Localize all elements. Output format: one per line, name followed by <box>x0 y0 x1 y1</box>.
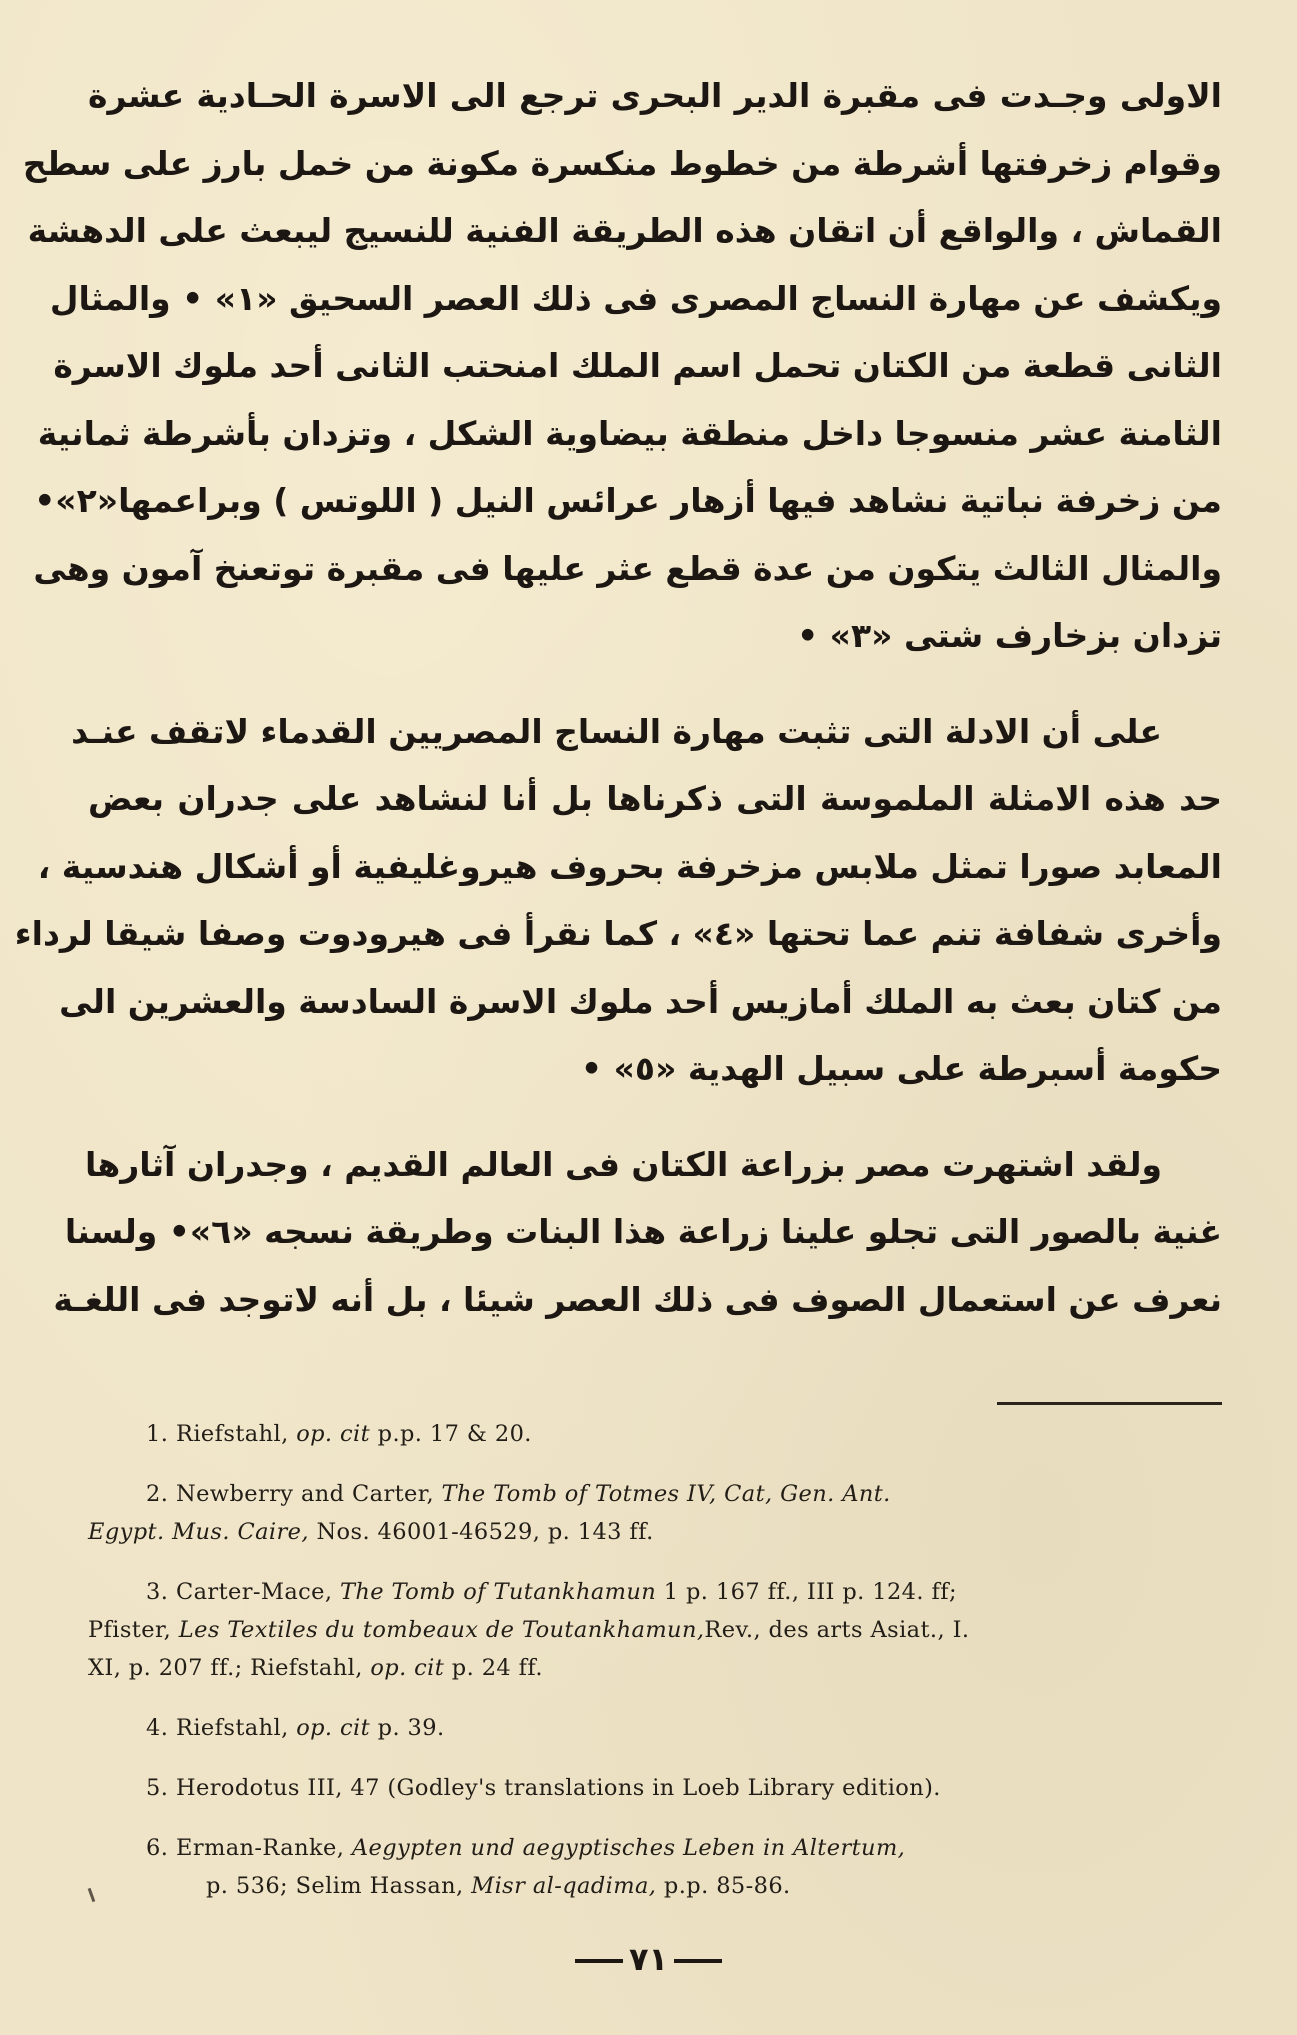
text-line: القماش ، والواقع أن اتقان هذه الطريقة الفنية للنسيج ليبعث على الدهشة <box>27 211 1222 250</box>
footnote-text-italic: The Tomb of Totmes IV, Cat, Gen. Ant. <box>441 1481 891 1507</box>
page-number-folio <box>0 1940 1297 1978</box>
text-line: من زخرفة نباتية نشاهد فيها أزهار عرائس النيل ( اللوتس ) وبراعمها«٢»• <box>34 481 1222 520</box>
footnote-text: 1 p. 167 ff., III p. 124. ff; <box>656 1579 957 1605</box>
text-line: الثانى قطعة من الكتان تحمل اسم الملك امنحتب الثانى أحد ملوك الاسرة <box>53 346 1222 385</box>
paragraph-2 <box>14 698 1222 1103</box>
footnote-text-italic: op. cit <box>296 1421 371 1447</box>
text-line: تزدان بزخارف شتى «٣» • <box>797 616 1222 655</box>
footnote-text-italic: Les Textiles du tombeaux de Toutankhamun, <box>178 1617 705 1643</box>
footnote-separator-rule <box>997 1402 1222 1405</box>
footnote-1 <box>88 1415 1222 1453</box>
arabic-main-text <box>14 62 1222 1333</box>
footnote-text: Rev., des arts Asiat., I. <box>704 1617 970 1643</box>
footnote-text: Pfister, <box>88 1617 179 1643</box>
footnote-text-italic: Aegypten und aegyptisches Leben in Altertum, <box>351 1835 906 1861</box>
footnote-number: 2. <box>146 1481 169 1507</box>
paragraph-spacer <box>88 1103 1222 1131</box>
footnote-continuation <box>88 1513 1222 1551</box>
folio-dash-right <box>674 1959 722 1963</box>
footnote-continuation <box>88 1649 1222 1687</box>
text-line: من كتان بعث به الملك أمازيس أحد ملوك الاسرة السادسة والعشرين الى <box>59 981 1222 1021</box>
footnote-continuation <box>88 1867 1222 1905</box>
footnote-text-italic: Misr al-qadima, <box>471 1873 657 1899</box>
footnote-number: 3. <box>146 1579 169 1605</box>
footnote-text: p.p. 85-86. <box>656 1873 791 1899</box>
text-line: الاولى وجـدت فى مقبرة الدير البحرى ترجع الى الاسرة الحـادية عشرة <box>88 76 1222 115</box>
text-line: والمثال الثالث يتكون من عدة قطع عثر عليها فى مقبرة توتعنخ آمون وهى <box>33 548 1222 588</box>
footnote-text: p. 24 ff. <box>444 1655 543 1681</box>
footnote-text: p. 39. <box>370 1715 445 1741</box>
footnote-text: Carter-Mace, <box>176 1579 340 1605</box>
paragraph-3 <box>53 1131 1222 1334</box>
page-number: ٧١ <box>628 1940 669 1978</box>
footnote-number: 4. <box>146 1715 169 1741</box>
footnotes-section <box>88 1415 1222 1905</box>
footnote-5 <box>88 1769 1222 1807</box>
footnote-2 <box>88 1475 1222 1551</box>
text-line: وقوام زخرفتها أشرطة من خطوط منكسرة مكونة من خمل بارز على سطح <box>22 143 1222 183</box>
footnote-text-italic: Egypt. Mus. Caire, <box>88 1519 309 1545</box>
text-line: ويكشف عن مهارة النساج المصرى فى ذلك العصر السحيق «١» • والمثال <box>49 278 1222 318</box>
footnote-text-italic: op. cit <box>296 1715 371 1741</box>
footnote-text-italic: op. cit <box>370 1655 445 1681</box>
footnote-number: 5. <box>146 1775 169 1801</box>
text-line: حكومة أسبرطة على سبيل الهدية «٥» • <box>581 1049 1222 1088</box>
text-line: حد هذه الامثلة الملموسة التى ذكرناها بل أنا لنشاهد على جدران بعض <box>88 779 1222 818</box>
text-line: وأخرى شفافة تنم عما تحتها «٤» ، كما نقرأ فى هيرودوت وصفا شيقا لرداء <box>14 914 1222 953</box>
footnote-4 <box>88 1709 1222 1747</box>
footnote-text: XI, p. 207 ff.; Riefstahl, <box>88 1655 371 1681</box>
footnote-text-italic: The Tomb of Tutankhamun <box>339 1579 657 1605</box>
text-line: المعابد صورا تمثل ملابس مزخرفة بحروف هيروغليفية أو أشكال هندسية ، <box>37 846 1222 886</box>
footnote-text: Nos. 46001-46529, p. 143 ff. <box>308 1519 654 1545</box>
footnote-text: Erman-Ranke, <box>176 1835 352 1861</box>
footnote-3 <box>88 1573 1222 1687</box>
footnote-number: 1. <box>146 1421 169 1447</box>
folio-dash-left <box>575 1959 623 1963</box>
footnote-text: p. 536; Selim Hassan, <box>206 1873 472 1899</box>
text-line: على أن الادلة التى تثبت مهارة النساج المصريين القدماء لاتقف عنـد <box>71 711 1162 751</box>
footnote-text: Herodotus III, 47 (Godley's translations in Loeb Library edition). <box>176 1775 941 1801</box>
text-line: نعرف عن استعمال الصوف فى ذلك العصر شيئا ، بل أنه لاتوجد فى اللغـة <box>53 1279 1222 1319</box>
text-line: ولقد اشتهرت مصر بزراعة الكتان فى العالم القديم ، وجدران آثارها <box>85 1144 1162 1184</box>
footnote-text: Newberry and Carter, <box>176 1481 442 1507</box>
paragraph-1 <box>22 62 1222 670</box>
footnote-continuation <box>88 1611 1222 1649</box>
page-body <box>14 62 1222 1333</box>
paragraph-spacer <box>88 670 1222 698</box>
text-line: الثامنة عشر منسوجا داخل منطقة بيضاوية الشكل ، وتزدان بأشرطة ثمانية <box>37 413 1222 453</box>
footnote-6 <box>88 1829 1222 1905</box>
footnote-text: Riefstahl, <box>176 1421 297 1447</box>
footnote-text: p.p. 17 & 20. <box>370 1421 532 1447</box>
text-line: غنية بالصور التى تجلو علينا زراعة هذا البنات وطريقة نسجه «٦»• ولسنا <box>64 1212 1222 1251</box>
footnote-number: 6. <box>146 1835 169 1861</box>
footnote-text: Riefstahl, <box>176 1715 297 1741</box>
